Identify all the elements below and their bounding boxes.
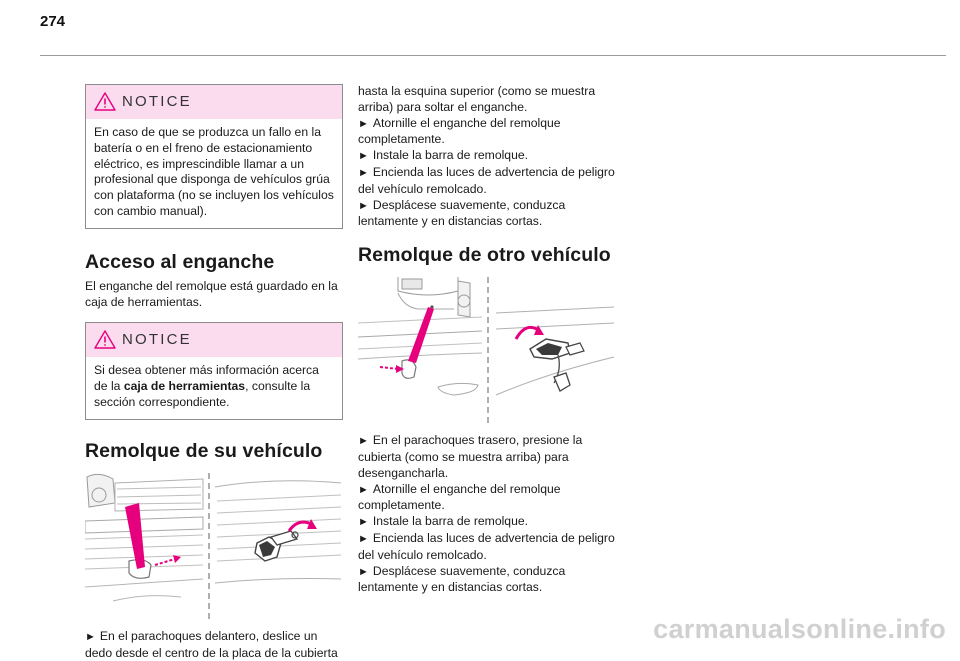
right-column xyxy=(358,84,616,596)
toolbox-link-text: caja de herramientas xyxy=(123,379,246,394)
notice-box-battery xyxy=(85,84,343,229)
step-text: En el parachoques delantero, deslice un dedo desde el centro de la placa de la cubierta xyxy=(85,628,338,660)
step-text: En el parachoques trasero, presione la cubierta (como se muestra arriba) para desengancharla. xyxy=(358,433,583,480)
warning-icon xyxy=(94,92,116,111)
step-text: Encienda las luces de advertencia de peligro del vehículo remolcado. xyxy=(358,530,615,562)
section-text-access: El enganche del remolque está guardado en la caja de herramientas. xyxy=(85,278,338,309)
step-text: Instale la barra de remolque. xyxy=(372,514,529,529)
bullet-arrow-icon: ► xyxy=(358,516,369,529)
step-item xyxy=(358,148,616,165)
bullet-arrow-icon: ► xyxy=(358,150,369,163)
left-column xyxy=(85,84,343,661)
section-title-other-vehicle: Remolque de otro vehículo xyxy=(358,244,611,267)
bullet-arrow-icon: ► xyxy=(358,532,369,545)
step-text: Atornille el enganche del remolque completamente. xyxy=(358,481,561,513)
continuation-text: hasta la esquina superior (como se muestra arriba) para soltar el enganche. xyxy=(358,84,596,114)
section-title-access: Acceso al enganche xyxy=(85,250,275,273)
step-front-bumper xyxy=(85,629,343,661)
front-bumper-illustration xyxy=(85,473,343,619)
step-item xyxy=(358,198,616,231)
step-item xyxy=(358,116,616,149)
notice-title: NOTICE xyxy=(122,93,192,110)
step-item xyxy=(358,482,616,515)
step-item xyxy=(358,433,616,481)
step-text: Desplácese suavemente, conduzca lentamente y en distancias cortas. xyxy=(358,563,566,595)
notice-title: NOTICE xyxy=(122,331,192,349)
notice-header xyxy=(86,323,342,357)
notice-text-part: Si desea obtener más información acerca de la xyxy=(94,363,319,394)
bullet-arrow-icon: ► xyxy=(358,199,369,212)
notice-text: En caso de que se produzca un fallo en la batería o en el freno de estacionamiento eléctrico, es imprescindible llamar a un profesional que disponga de vehículos grúa con plataforma (no se incluyen los vehículos con cambio manual). xyxy=(94,125,334,218)
step-text: Desplácese suavemente, conduzca lentamente y en distancias cortas. xyxy=(358,197,566,229)
step-item xyxy=(358,564,616,597)
step-text: Instale la barra de remolque. xyxy=(372,148,529,163)
step-item xyxy=(358,531,616,564)
notice-header xyxy=(86,85,342,119)
step-text: Encienda las luces de advertencia de peligro del vehículo remolcado. xyxy=(358,164,615,196)
page-number: 274 xyxy=(40,13,66,30)
bullet-arrow-icon: ► xyxy=(358,435,369,448)
step-text: Atornille el enganche del remolque completamente. xyxy=(358,115,561,147)
header-divider xyxy=(40,55,946,56)
rear-bumper-illustration xyxy=(358,277,616,423)
step-item xyxy=(358,514,616,531)
bullet-arrow-icon: ► xyxy=(358,117,369,130)
bullet-arrow-icon: ► xyxy=(358,565,369,578)
notice-text-part: , consulte la sección correspondiente. xyxy=(94,379,311,409)
notice-text xyxy=(86,357,342,418)
step-item xyxy=(358,165,616,198)
watermark: carmanualsonline.info xyxy=(653,614,946,644)
bullet-arrow-icon: ► xyxy=(358,166,369,179)
bullet-arrow-icon: ► xyxy=(85,630,96,643)
notice-box-toolbox xyxy=(85,322,343,419)
bullet-arrow-icon: ► xyxy=(358,483,369,496)
warning-icon xyxy=(94,330,116,349)
section-title-own-vehicle: Remolque de su vehículo xyxy=(85,439,323,462)
